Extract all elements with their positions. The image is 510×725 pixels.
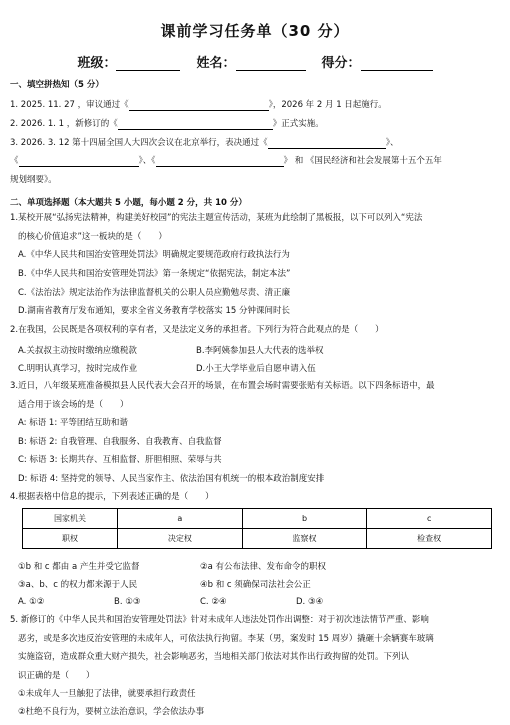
fill-q3-line1 xyxy=(10,138,398,149)
table-row xyxy=(23,529,492,549)
fill-q2-text-b: 》正式实施。 xyxy=(272,119,324,129)
fill-q3-line3: 规划纲要》。 xyxy=(10,175,57,185)
table-cell: b xyxy=(242,509,367,529)
name-blank[interactable] xyxy=(236,56,306,71)
name-field xyxy=(196,52,305,71)
table-row xyxy=(23,509,492,529)
mc-q3-option-c[interactable]: C: 标语 3: 长期共存、互相监督、肝胆相照、荣辱与共 xyxy=(18,455,222,465)
fill-q1-blank[interactable] xyxy=(129,101,269,111)
fill-q3-line2 xyxy=(10,156,442,167)
page-title: 课前学习任务单（30 分） xyxy=(160,22,350,40)
mc-q4-statement-2: ②a 有公布法律、发布命令的职权 xyxy=(200,562,327,572)
table-cell: 监察权 xyxy=(242,529,367,549)
mc-q1-option-a[interactable]: A.《中华人民共和国治安管理处罚法》明确规定要规范政府行政执法行为 xyxy=(18,250,290,260)
mc-q4-statement-1: ①b 和 c 都由 a 产生并受它监督 xyxy=(18,562,140,572)
mc-q5-stem-line1: 5. 新修订的《中华人民共和国治安管理处罚法》针对未成年人违法处罚作出调整：对于初次违法情节严重、影响 xyxy=(10,615,429,625)
mc-q5-stem-line2: 恶劣，或是多次违反治安管理的未成年人，可依法执行拘留。李某（男，案发时 15 周岁）撬砸十余辆赛车玻璃 xyxy=(18,634,434,644)
mc-q5-stem-line4: 识正确的是（ ） xyxy=(18,671,95,681)
table-cell: a xyxy=(118,509,243,529)
class-label: 班级： xyxy=(77,56,117,71)
table-cell: 决定权 xyxy=(118,529,243,549)
mc-q4-option-b[interactable]: B. ①③ xyxy=(114,597,141,607)
mc-q4-table xyxy=(22,508,492,549)
fill-q3-text-c: 《 xyxy=(10,156,19,166)
mc-q1-stem-line2: 的核心价值追求”这一板块的是（ ） xyxy=(18,232,167,242)
class-field xyxy=(77,52,180,71)
mc-q3-option-d[interactable]: D: 标语 4: 坚持党的领导、人民当家作主、依法治国有机统一的根本政治制度安排 xyxy=(18,474,325,484)
fill-q3-blank3[interactable] xyxy=(156,157,284,167)
mc-q4-statement-3: ③a、b、c 的权力都来源于人民 xyxy=(18,580,138,590)
score-blank[interactable] xyxy=(361,56,433,71)
fill-q3-text-a: 3. 2026. 3. 12 第十四届全国人大四次会议在北京举行，表决通过《 xyxy=(10,138,268,148)
mc-q4-statements-row2 xyxy=(18,578,311,590)
fill-q1-text-a: 1. 2025. 11. 27 ，审议通过《 xyxy=(10,100,129,110)
section1-heading: 一、填空拼热知（5 分） xyxy=(10,80,104,90)
fill-q3-blank2[interactable] xyxy=(19,157,139,167)
fill-q3-text-d: 》、《 xyxy=(138,156,156,166)
mc-q1-stem-line1: 1.某校开展“弘扬宪法精神，构建美好校园”的宪法主题宣传活动，某班为此绘制了黑板报，以下可以列入“宪法 xyxy=(10,213,423,223)
table-cell: 职权 xyxy=(23,529,118,549)
student-info-row xyxy=(0,52,510,71)
fill-q1-text-b: 》，2026 年 2 月 1 日起施行。 xyxy=(268,100,387,110)
mc-q2-option-a[interactable]: A.关叔叔主动按时缴纳应缴税款 xyxy=(18,346,137,356)
mc-q2-option-d[interactable]: D.小王大学毕业后自愿申请入伍 xyxy=(196,364,316,374)
mc-q3-option-b[interactable]: B: 标语 2: 自我管理、自我服务、自我教育、自我监督 xyxy=(18,437,222,447)
section2-heading: 二、单项选择题（本大题共 5 小题，每小题 2 分，共 10 分） xyxy=(10,198,247,208)
fill-q2-blank[interactable] xyxy=(118,120,273,130)
table-cell: 检查权 xyxy=(367,529,492,549)
mc-q5-stem-line3: 实施盗窃，造成群众重大财产损失，社会影响恶劣，当地相关部门依法对其作出行政拘留的处罚。下列认 xyxy=(18,652,410,662)
fill-q2-text-a: 2. 2026. 1. 1 ，新修订的《 xyxy=(10,119,118,129)
class-blank[interactable] xyxy=(116,56,180,71)
mc-q1-option-c[interactable]: C.《法治法》规定法治作为法律监督机关的公职人员应勤勉尽责、清正廉 xyxy=(18,288,291,298)
mc-q2-option-c[interactable]: C.明明认真学习，按时完成作业 xyxy=(18,364,138,374)
mc-q5-statement-2: ②杜绝不良行为，要树立法治意识，学会依法办事 xyxy=(18,707,205,717)
mc-q4-statements-row1 xyxy=(18,560,326,572)
mc-q4-options xyxy=(18,597,323,607)
table-cell: 国家机关 xyxy=(23,509,118,529)
mc-q4-stem: 4.根据表格中信息的提示，下列表述正确的是（ ） xyxy=(10,492,214,502)
mc-q2-options-row1 xyxy=(18,344,324,356)
fill-q1 xyxy=(10,100,387,111)
mc-q3-option-a[interactable]: A: 标语 1: 平等团结互助和谐 xyxy=(18,418,128,428)
score-label: 得分： xyxy=(321,56,361,71)
mc-q2-options-row2 xyxy=(18,362,316,374)
mc-q1-option-d[interactable]: D.湖南省教育厅发布通知，要求全省义务教育学校落实 15 分钟课间时长 xyxy=(18,306,290,316)
name-label: 姓名： xyxy=(196,56,236,71)
mc-q4-option-c[interactable]: C. ②④ xyxy=(200,597,227,607)
mc-q2-option-b[interactable]: B.李阿姨参加县人大代表的选举权 xyxy=(196,346,324,356)
score-field xyxy=(322,52,433,71)
mc-q5-statement-1: ①未成年人一旦触犯了法律，就要承担行政责任 xyxy=(18,689,196,699)
mc-q3-stem-line2: 适合用于该会场的是（ ） xyxy=(18,400,129,410)
table-cell: c xyxy=(367,509,492,529)
mc-q1-option-b[interactable]: B.《中华人民共和国治安管理处罚法》第一条规定“依据宪法，制定本法” xyxy=(18,269,291,279)
mc-q3-stem-line1: 3.近日，八年级某班准备模拟县人民代表大会召开的场景，在布置会场时需要张贴有关标语。以下四条标语中，最 xyxy=(10,381,435,391)
mc-q4-option-d[interactable]: D. ③④ xyxy=(296,597,324,607)
mc-q2-stem: 2.在我国，公民既是各项权利的享有者，又是法定义务的承担者。下列行为符合此观点的是（ ） xyxy=(10,325,384,335)
mc-q4-option-a[interactable]: A. ①② xyxy=(18,597,45,607)
fill-q3-text-b: 》、 xyxy=(385,138,399,148)
mc-q4-statement-4: ④b 和 c 须确保司法社会公正 xyxy=(200,580,311,590)
fill-q3-blank1[interactable] xyxy=(268,139,386,149)
fill-q3-text-e: 》 和 《国民经济和社会发展第十五个五年 xyxy=(283,156,442,166)
fill-q2 xyxy=(10,119,324,130)
